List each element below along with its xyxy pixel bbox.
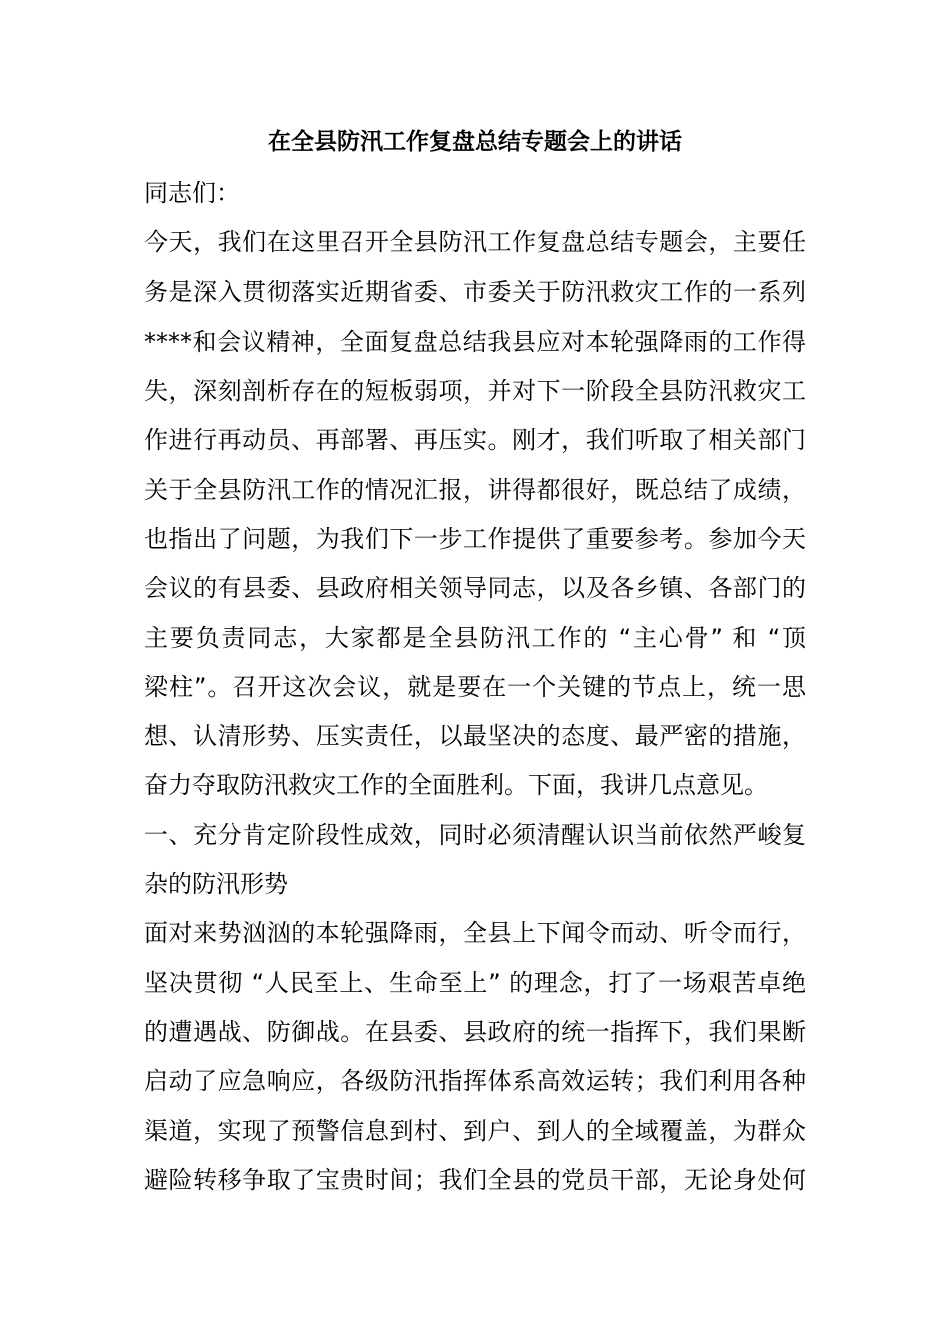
paragraph-line: 今天，我们在这里召开全县防汛工作复盘总结专题会，主要任 xyxy=(144,228,806,256)
paragraph-line: 也指出了问题，为我们下一步工作提供了重要参考。参加今天 xyxy=(144,525,806,553)
paragraph-line: 失，深刻剖析存在的短板弱项，并对下一阶段全县防汛救灾工 xyxy=(144,377,806,405)
paragraph-line: 作进行再动员、再部署、再压实。刚才，我们听取了相关部门 xyxy=(144,426,806,454)
paragraph-line: 务是深入贯彻落实近期省委、市委关于防汛救灾工作的一系列 xyxy=(144,278,806,306)
paragraph-line: ****和会议精神，全面复盘总结我县应对本轮强降雨的工作得 xyxy=(144,328,806,356)
paragraph-line: 关于全县防汛工作的情况汇报，讲得都很好，既总结了成绩， xyxy=(144,476,806,504)
paragraph-line: 避险转移争取了宝贵时间；我们全县的党员干部，无论身处何 xyxy=(144,1166,806,1194)
paragraph-line: 会议的有县委、县政府相关领导同志，以及各乡镇、各部门的 xyxy=(144,574,806,602)
paragraph-line: 坚决贯彻 “人民至上、生命至上” 的理念，打了一场艰苦卓绝 xyxy=(144,969,806,997)
paragraph-line: 的遭遇战、防御战。在县委、县政府的统一指挥下，我们果断 xyxy=(144,1018,806,1046)
paragraph-line: 主要负责同志，大家都是全县防汛工作的 “主心骨” 和 “顶 xyxy=(144,624,806,652)
section-heading-line: 杂的防汛形势 xyxy=(144,870,288,898)
paragraph-line: 启动了应急响应，各级防汛指挥体系高效运转；我们利用各种 xyxy=(144,1067,806,1095)
section-heading-line: 一、充分肯定阶段性成效，同时必须清醒认识当前依然严峻复 xyxy=(144,821,806,849)
paragraph-line: 奋力夺取防汛救灾工作的全面胜利。下面，我讲几点意见。 xyxy=(144,771,768,799)
paragraph-line: 面对来势汹汹的本轮强降雨，全县上下闻令而动、听令而行， xyxy=(144,919,806,947)
document-title: 在全县防汛工作复盘总结专题会上的讲话 xyxy=(268,129,682,155)
salutation: 同志们： xyxy=(144,179,240,207)
paragraph-line: 梁柱”。召开这次会议，就是要在一个关键的节点上，统一思 xyxy=(144,673,806,701)
paragraph-line: 渠道，实现了预警信息到村、到户、到人的全域覆盖，为群众 xyxy=(144,1117,806,1145)
paragraph-line: 想、认清形势、压实责任，以最坚决的态度、最严密的措施， xyxy=(144,722,806,750)
